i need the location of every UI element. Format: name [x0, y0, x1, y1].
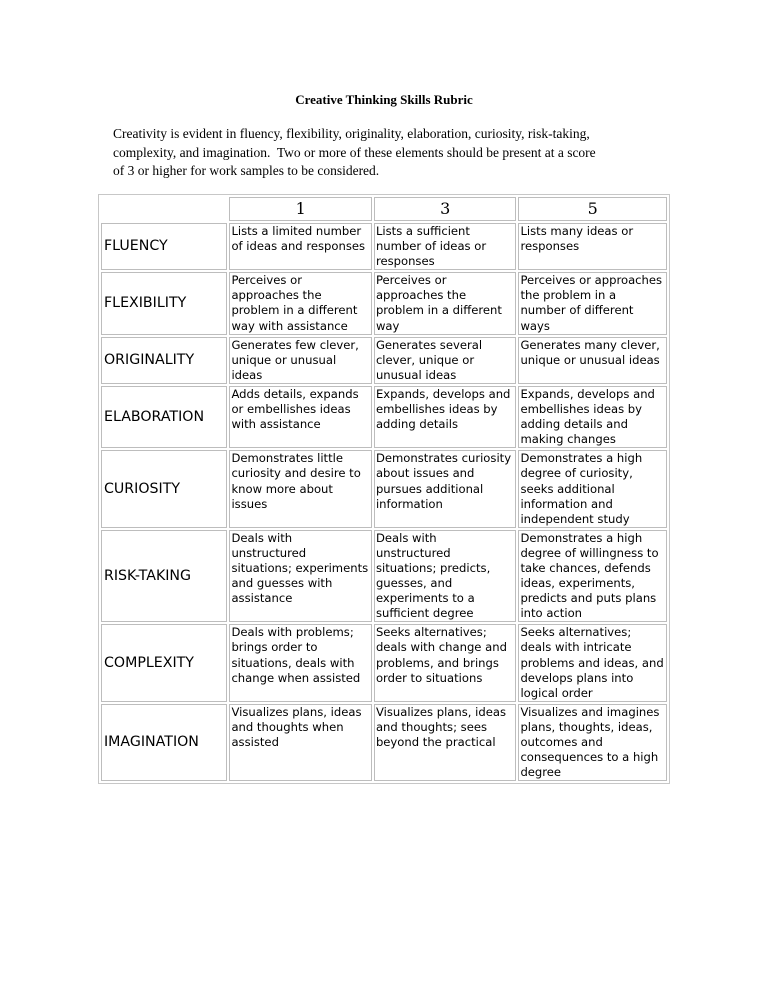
descriptor-cell: Lists many ideas or responses [518, 223, 667, 270]
criterion-label: RISK-TAKING [101, 530, 227, 623]
descriptor-cell: Visualizes plans, ideas and thoughts; sees beyond the practical [374, 704, 517, 781]
rubric-row [101, 624, 667, 701]
score-header-row [101, 197, 667, 221]
intro-paragraph: Creativity is evident in fluency, flexibility, originality, elaboration, curiosity, risk-taking, complexity, and imagination. Two or more of these elements should be present at a score of 3 or higher for work samples to be considered. [113, 126, 596, 178]
descriptor-cell: Visualizes plans, ideas and thoughts when assisted [229, 704, 372, 781]
score-header-5: 5 [518, 197, 667, 221]
descriptor-cell: Perceives or approaches the problem in a different way with assistance [229, 272, 372, 334]
criterion-label: FLUENCY [101, 223, 227, 270]
descriptor-cell: Expands, develops and embellishes ideas by adding details and making changes [518, 386, 667, 448]
rubric-row [101, 386, 667, 448]
rubric-row [101, 530, 667, 623]
document-title: Creative Thinking Skills Rubric [295, 92, 473, 107]
descriptor-cell: Deals with problems; brings order to situations, deals with change when assisted [229, 624, 372, 701]
corner-cell [101, 197, 227, 221]
descriptor-cell: Lists a limited number of ideas and responses [229, 223, 372, 270]
descriptor-cell: Deals with unstructured situations; predicts, guesses, and experiments to a sufficient degree [374, 530, 517, 623]
descriptor-cell: Perceives or approaches the problem in a different way [374, 272, 517, 334]
descriptor-cell: Generates many clever, unique or unusual ideas [518, 337, 667, 384]
rubric-table [98, 194, 670, 784]
rubric-row [101, 337, 667, 384]
descriptor-cell: Seeks alternatives; deals with change and problems, and brings order to situations [374, 624, 517, 701]
score-header-1: 1 [229, 197, 372, 221]
descriptor-cell: Generates few clever, unique or unusual ideas [229, 337, 372, 384]
descriptor-cell: Demonstrates little curiosity and desire to know more about issues [229, 450, 372, 527]
criterion-label: ORIGINALITY [101, 337, 227, 384]
descriptor-cell: Perceives or approaches the problem in a number of different ways [518, 272, 667, 334]
rubric-row [101, 272, 667, 334]
descriptor-cell: Deals with unstructured situations; experiments and guesses with assistance [229, 530, 372, 623]
descriptor-cell: Adds details, expands or embellishes ideas with assistance [229, 386, 372, 448]
descriptor-cell: Visualizes and imagines plans, thoughts, ideas, outcomes and consequences to a high degree [518, 704, 667, 781]
descriptor-cell: Demonstrates a high degree of curiosity, seeks additional information and independent study [518, 450, 667, 527]
score-header-3: 3 [374, 197, 517, 221]
criterion-label: FLEXIBILITY [101, 272, 227, 334]
descriptor-cell: Expands, develops and embellishes ideas by adding details [374, 386, 517, 448]
rubric-row [101, 704, 667, 781]
descriptor-cell: Seeks alternatives; deals with intricate problems and ideas, and develops plans into logical order [518, 624, 667, 701]
criterion-label: CURIOSITY [101, 450, 227, 527]
descriptor-cell: Demonstrates a high degree of willingness to take chances, defends ideas, experiments, predicts and puts plans into action [518, 530, 667, 623]
descriptor-cell: Generates several clever, unique or unusual ideas [374, 337, 517, 384]
criterion-label: IMAGINATION [101, 704, 227, 781]
descriptor-cell: Lists a sufficient number of ideas or responses [374, 223, 517, 270]
descriptor-cell: Demonstrates curiosity about issues and pursues additional information [374, 450, 517, 527]
rubric-row [101, 450, 667, 527]
criterion-label: COMPLEXITY [101, 624, 227, 701]
rubric-row [101, 223, 667, 270]
criterion-label: ELABORATION [101, 386, 227, 448]
